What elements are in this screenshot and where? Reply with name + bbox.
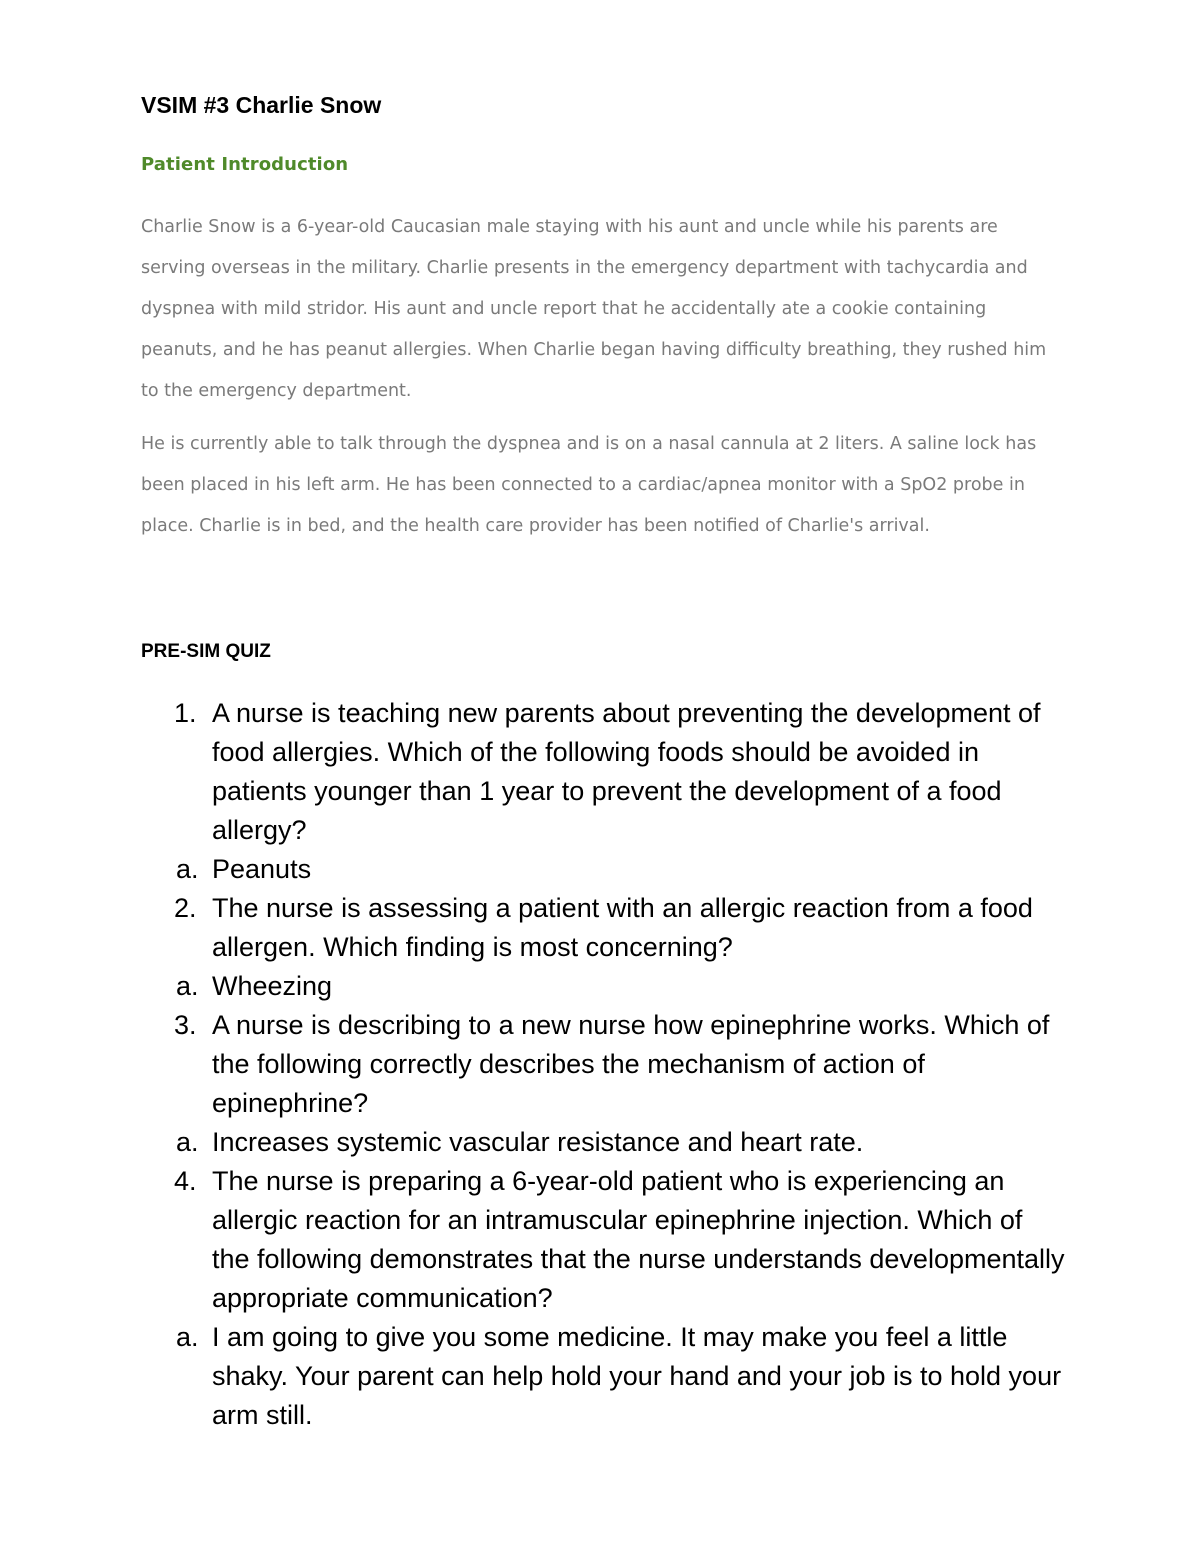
intro-paragraph: Charlie Snow is a 6-year-old Caucasian male staying with his aunt and uncle while his parents are serving overseas in the military. Charlie presents in the emergency department with tachycardia and dyspnea with mild stridor. His aunt and uncle report that he accidentally ate a cookie containing peanuts, and he has peanut allergies. When Charlie began having difficulty breathing, they rushed him to the emergency department. <box>141 217 1047 401</box>
answer-text: Wheezing <box>212 971 333 1001</box>
quiz-question <box>141 1006 1066 1162</box>
intro-paragraph: He is currently able to talk through the dyspnea and is on a nasal cannula at 2 liters. A saline lock has been placed in his left arm. He has been connected to a cardiac/apnea monitor with a SpO2 probe in place. Charlie is in bed, and the health care provider has been notified of Charlie's arrival. <box>141 434 1037 536</box>
question-text: A nurse is teaching new parents about preventing the development of food allergies. Which of the following foods should be avoided in patients younger than 1 year to prevent the development of a food allergy? <box>212 698 1041 845</box>
question-text: The nurse is assessing a patient with an allergic reaction from a food allergen. Which finding is most concerning? <box>212 893 1033 962</box>
question-text: A nurse is describing to a new nurse how epinephrine works. Which of the following correctly describes the mechanism of action of epinephrine? <box>212 1010 1050 1118</box>
answer-letter: a. <box>176 854 199 884</box>
question-number: 2. <box>174 893 197 923</box>
answer-text: Increases systemic vascular resistance and heart rate. <box>212 1127 864 1157</box>
answer-text: I am going to give you some medicine. It may make you feel a little shaky. Your parent can help hold your hand and your job is to hold your arm still. <box>212 1322 1062 1430</box>
quiz-question <box>141 694 1066 889</box>
document-title: VSIM #3 Charlie Snow <box>141 92 382 118</box>
quiz-heading: PRE-SIM QUIZ <box>141 641 271 662</box>
answer-letter: a. <box>176 971 199 1001</box>
quiz-question <box>141 1162 1066 1435</box>
answer-letter: a. <box>176 1127 199 1157</box>
question-text: The nurse is preparing a 6-year-old patient who is experiencing an allergic reaction for an intramuscular epinephrine injection. Which of the following demonstrates that the nurse understands developmentally appropriate communication? <box>212 1166 1065 1313</box>
question-number: 1. <box>174 698 197 728</box>
question-number: 4. <box>174 1166 197 1196</box>
question-number: 3. <box>174 1010 197 1040</box>
answer-letter: a. <box>176 1322 199 1352</box>
section-heading-patient-introduction: Patient Introduction <box>141 154 349 175</box>
quiz-question-list <box>141 694 1066 1435</box>
quiz-question <box>141 889 1066 1006</box>
answer-text: Peanuts <box>212 854 312 884</box>
